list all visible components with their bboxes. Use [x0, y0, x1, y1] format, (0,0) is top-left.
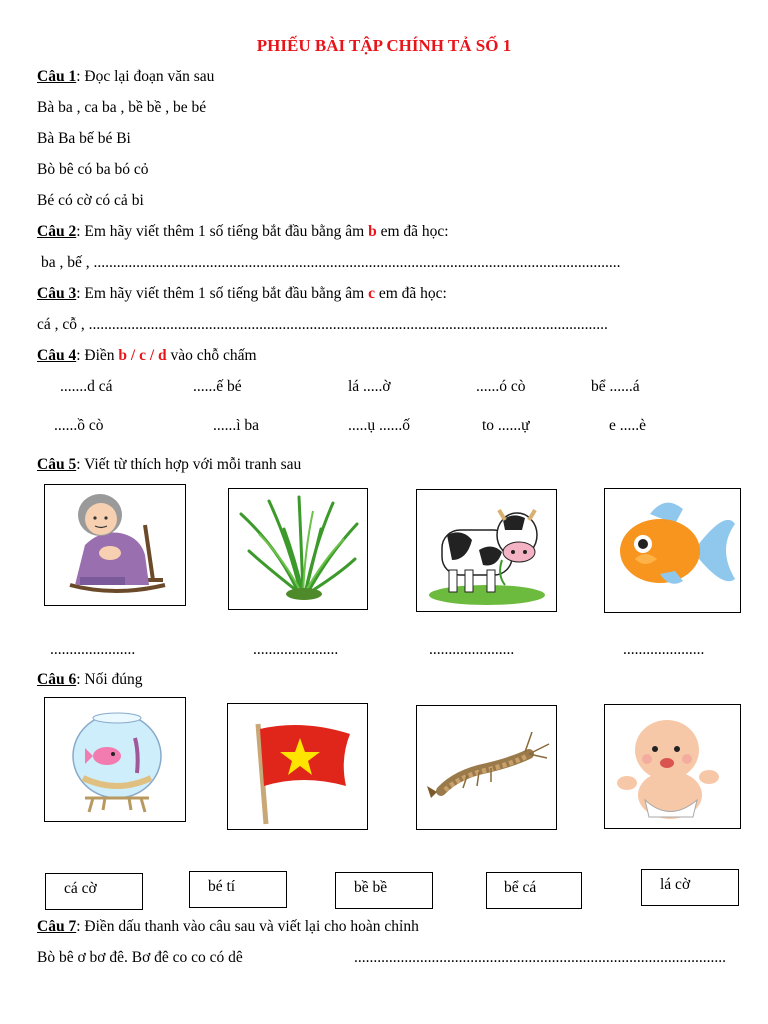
reading-line: Bà Ba bế bé Bi: [37, 130, 131, 147]
fill-blank[interactable]: ......ó cò: [476, 378, 526, 395]
fill-blank[interactable]: .......d cá: [60, 378, 113, 395]
question-4: [37, 347, 257, 365]
fishbowl-image: [44, 697, 186, 822]
question-label: Câu 2: [37, 223, 77, 240]
fill-blank[interactable]: lá .....ờ: [348, 378, 391, 395]
question-label: Câu 1: [37, 68, 77, 85]
reading-line: Bé có cờ có cả bi: [37, 192, 144, 209]
question-6: [37, 671, 143, 689]
question-text-end: em đã học:: [376, 223, 449, 240]
word-label: bề bề: [354, 879, 388, 896]
highlight-letter: c: [368, 285, 375, 302]
worksheet-title: PHIẾU BÀI TẬP CHÍNH TẢ SỐ 1: [256, 36, 512, 55]
fill-blank[interactable]: ......ế bé: [193, 378, 242, 395]
question-label: Câu 6: [37, 671, 77, 688]
question-text: : Nối đúng: [76, 671, 143, 688]
baby-image: [604, 704, 741, 829]
question-1: [37, 68, 214, 86]
question-label: Câu 3: [37, 285, 77, 302]
question-text: : Em hãy viết thêm 1 số tiếng bắt đầu bằng âm: [76, 223, 369, 240]
word-box[interactable]: [641, 869, 739, 906]
fill-blank[interactable]: ......ồ cò: [54, 417, 104, 434]
word-label: cá cờ: [64, 880, 97, 897]
answer-line[interactable]: ba , bế , ........................................................................................................................................: [41, 254, 621, 271]
question-text: : Đọc lại đoạn văn sau: [76, 68, 215, 85]
word-box[interactable]: [335, 872, 433, 909]
fill-blank[interactable]: bể ......á: [591, 378, 640, 395]
question-text: : Viết từ thích hợp với mỗi tranh sau: [76, 456, 302, 473]
sentence: Bò bê ơ bơ đê. Bơ đê co co có dê: [37, 949, 243, 966]
fish-image: [604, 488, 741, 613]
fill-blank[interactable]: e .....è: [609, 417, 647, 434]
question-5: [37, 456, 301, 474]
fill-blank[interactable]: .....ụ ......ố: [348, 417, 410, 434]
question-text-end: vào chỗ chấm: [166, 347, 257, 364]
question-label: Câu 5: [37, 456, 77, 473]
question-label: Câu 4: [37, 347, 77, 364]
highlight-letter: b: [368, 223, 377, 240]
question-7: [37, 918, 419, 936]
question-label: Câu 7: [37, 918, 77, 935]
word-box[interactable]: [486, 872, 582, 909]
grandmother-image: [44, 484, 186, 606]
question-text: : Điền dấu thanh vào câu sau và viết lại cho hoàn chỉnh: [76, 918, 419, 935]
answer-blank[interactable]: ......................: [429, 641, 515, 658]
answer-blank[interactable]: ......................: [253, 641, 339, 658]
cow-image: [416, 489, 557, 612]
question-2: [37, 223, 449, 241]
answer-blank[interactable]: .....................: [623, 641, 705, 658]
reading-line: Bà ba , ca ba , bề bề , be bé: [37, 99, 207, 116]
question-3: [37, 285, 447, 303]
fill-blank[interactable]: to ......ự: [482, 417, 530, 434]
question-text: : Em hãy viết thêm 1 số tiếng bắt đầu bằng âm: [76, 285, 369, 302]
word-label: bể cá: [504, 879, 537, 896]
answer-blank[interactable]: ......................: [50, 641, 136, 658]
mantis-shrimp-image: [416, 705, 557, 830]
answer-line[interactable]: ................................................................................................: [354, 949, 726, 966]
fill-blank[interactable]: ......ì ba: [213, 417, 260, 434]
highlight-letters: b / c / d: [118, 347, 167, 364]
reading-line: Bò bê có ba bó cỏ: [37, 161, 149, 178]
question-text-end: em đã học:: [374, 285, 447, 302]
flag-image: [227, 703, 368, 830]
question-text: : Điền: [76, 347, 119, 364]
word-label: bé tí: [208, 878, 236, 895]
grass-image: [228, 488, 368, 610]
answer-line[interactable]: cá , cỗ , ......................................................................................................................................: [37, 316, 608, 333]
word-box[interactable]: [189, 871, 287, 908]
word-box[interactable]: [45, 873, 143, 910]
word-label: lá cờ: [660, 876, 691, 893]
